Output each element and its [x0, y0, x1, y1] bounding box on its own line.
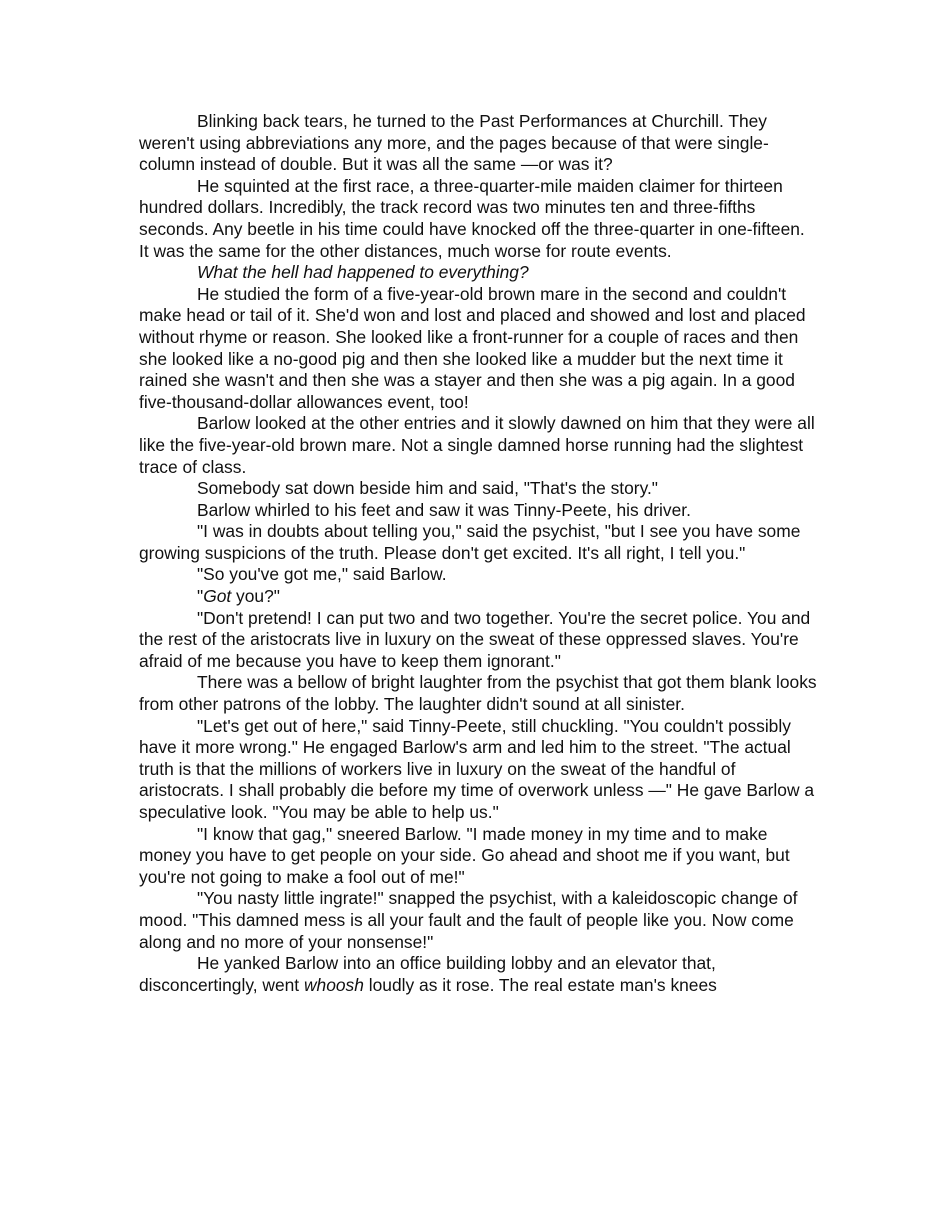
paragraph	[139, 284, 819, 414]
document-page	[139, 111, 819, 996]
paragraph	[139, 478, 819, 500]
paragraph	[139, 111, 819, 176]
paragraph	[139, 586, 819, 608]
paragraph	[139, 672, 819, 715]
paragraph-text: loudly as it rose. The real estate man's knees	[363, 974, 717, 995]
paragraph-text: Barlow looked at the other entries and it slowly dawned on him that they were all like the five-year-old brown mare. Not a single damned horse running had the slightest trace of class.	[139, 413, 815, 477]
paragraph-text: There was a bellow of bright laughter from the psychist that got them blank looks from other patrons of the lobby. The laughter didn't sound at all sinister.	[139, 672, 817, 715]
paragraph	[139, 716, 819, 824]
paragraph-text: "I know that gag," sneered Barlow. "I made money in my time and to make money you have to get people on your side. Go ahead and shoot me if you want, but you're not going to make a fool out of me!"	[139, 823, 790, 887]
paragraph	[139, 500, 819, 522]
paragraph-text: "So you've got me," said Barlow.	[197, 564, 447, 585]
paragraph-text: "I was in doubts about telling you," said the psychist, "but I see you have some growing suspicions of the truth. Please don't get excited. It's all right, I tell you."	[139, 521, 801, 563]
paragraph-text: Blinking back tears, he turned to the Past Performances at Churchill. They weren't using abbreviations any more, and the pages because of that were single-column instead of double. But it was all the same —or was it?	[139, 111, 769, 175]
paragraph-text: He yanked Barlow into an office building lobby and an elevator that, disconcertingly, went	[139, 953, 716, 995]
paragraph-text: He squinted at the first race, a three-quarter-mile maiden claimer for thirteen hundred dollars. Incredibly, the track record was two minutes ten and three-fifths seconds. Any beetle in his time could have knocked off the three-quarter in one-fifteen. It was the same for the other distances, much worse for route events.	[139, 175, 805, 261]
paragraph-text-italic: What the hell had happened to everything?	[197, 262, 529, 283]
paragraph-text: He studied the form of a five-year-old brown mare in the second and couldn't make head or tail of it. She'd won and lost and placed and showed and lost and placed without rhyme or reason. She looked like a front-runner for a couple of races and then she looked like a no-good pig and then she looked like a mudder but the next time it rained she wasn't and then she was a stayer and then she was a pig again. In a good five-thousand-dollar allowances event, too!	[139, 283, 806, 412]
paragraph-text: Barlow whirled to his feet and saw it was Tinny-Peete, his driver.	[197, 499, 691, 520]
paragraph-text: "	[197, 586, 204, 607]
paragraph-text-italic: whoosh	[303, 974, 364, 995]
paragraph	[139, 953, 819, 996]
paragraph	[139, 176, 819, 262]
paragraph-text-italic: Got	[203, 586, 232, 607]
paragraph-text: you?"	[231, 586, 280, 607]
paragraph-text: "You nasty little ingrate!" snapped the psychist, with a kaleidoscopic change of mood. "This damned mess is all your fault and the fault of people like you. Now come along and no more of your nonsense!"	[139, 888, 798, 952]
paragraph-text: "Don't pretend! I can put two and two together. You're the secret police. You and the rest of the aristocrats live in luxury on the sweat of these oppressed slaves. You're afraid of me because you have to keep them ignorant."	[139, 607, 811, 671]
paragraph	[139, 564, 819, 586]
paragraph	[139, 413, 819, 478]
paragraph	[139, 521, 819, 564]
paragraph	[139, 824, 819, 889]
paragraph-text: Somebody sat down beside him and said, "That's the story."	[197, 478, 658, 499]
paragraph-text: "Let's get out of here," said Tinny-Peete, still chuckling. "You couldn't possibly have it more wrong." He engaged Barlow's arm and led him to the street. "The actual truth is that the millions of workers live in luxury on the sweat of the handful of aristocrats. I shall probably die before my time of overwork unless —" He gave Barlow a speculative look. "You may be able to help us."	[139, 715, 815, 822]
paragraph	[139, 608, 819, 673]
paragraph	[139, 888, 819, 953]
paragraph	[139, 262, 819, 284]
